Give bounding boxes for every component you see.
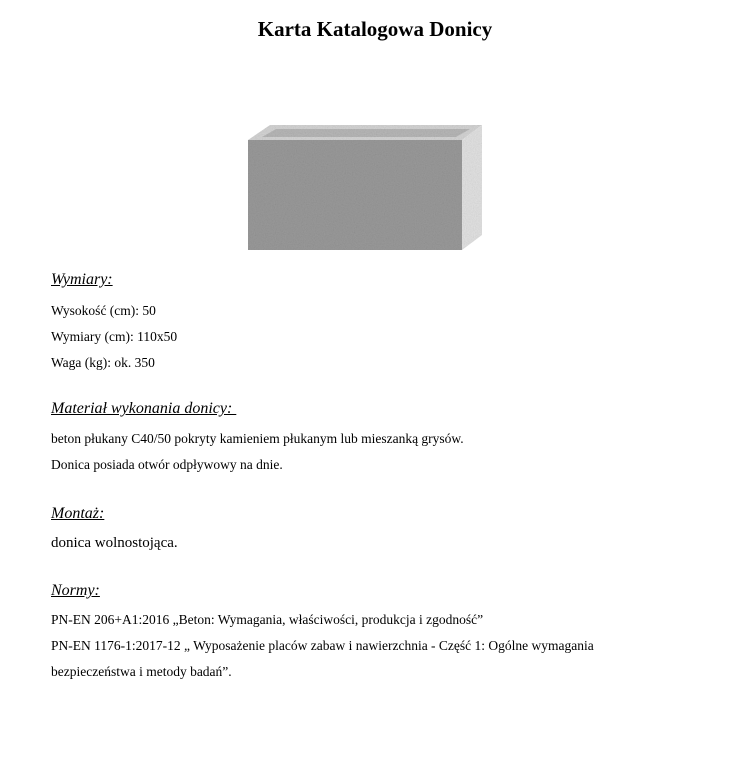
normy-line: PN-EN 1176-1:2017-12 „ Wyposażenie placów zabaw i nawierzchnia - Część 1: Ogólne wymagania — [51, 638, 594, 653]
normy-line: bezpieczeństwa i metody badań”. — [51, 664, 232, 679]
concrete-planter-image — [220, 100, 512, 270]
planter-side-face — [462, 125, 482, 250]
wymiary-line: Wysokość (cm): 50 — [51, 303, 156, 318]
page-title: Karta Katalogowa Donicy — [257, 17, 493, 41]
montaz-line: donica wolnostojąca. — [51, 535, 178, 551]
normy-line: PN-EN 206+A1:2016 „Beton: Wymagania, właściwości, produkcja i zgodność” — [51, 612, 484, 627]
wymiary-line: Wymiary (cm): 110x50 — [51, 329, 178, 344]
material-line: Donica posiada otwór odpływowy na dnie. — [51, 457, 283, 472]
wymiary-line: Waga (kg): ok. 350 — [51, 355, 155, 370]
section-heading-montaz: Montaż: — [51, 505, 105, 522]
planter-front-face — [248, 140, 462, 250]
planter-inner-cavity — [262, 129, 470, 137]
section-heading-wymiary: Wymiary: — [51, 271, 113, 288]
section-heading-material: Materiał wykonania donicy: — [51, 400, 237, 417]
section-heading-normy: Normy: — [51, 582, 100, 599]
material-line: beton płukany C40/50 pokryty kamieniem płukanym lub mieszanką grysów. — [51, 431, 464, 446]
